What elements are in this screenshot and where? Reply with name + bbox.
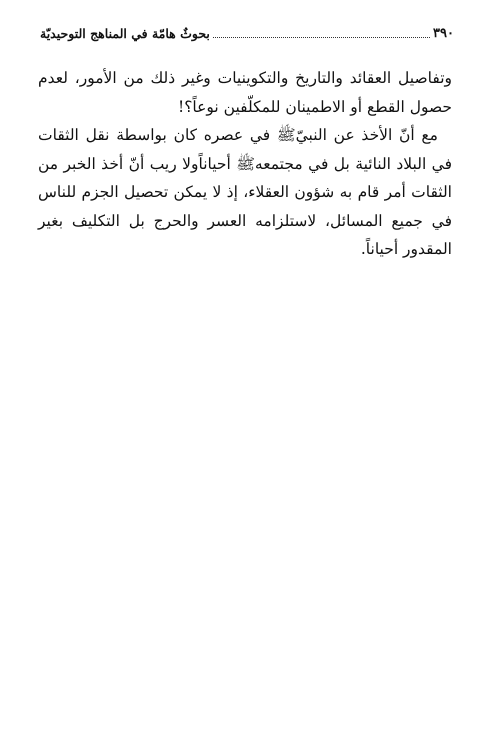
running-header [40, 22, 454, 44]
header-dot-leader [213, 37, 430, 38]
body-text [38, 64, 452, 264]
page-number: ٣٩٠ [433, 25, 454, 41]
book-title: بحوثٌ هامّة في المناهج التوحيديّة [40, 25, 210, 41]
paragraph-continuation: وتفاصيل العقائد والتاريخ والتكوينيات وغير ذلك من الأمور، لعدم حصول القطع أو الاطمينان للمكلّفين نوعاً؟! [38, 69, 452, 116]
paragraph-narration: مع أنّ الأخذ عن النبيّﷺ في عصره كان بواسطة نقل الثقات في البلاد النائية بل في مجتمعهﷺ أحياناًولا ريب أنّ أخذ الخبر من الثقات أمر قام به شؤون العقلاء، إذ لا يمكن تحصيل الجزم للناس في جميع المسائل، لاستلزامه العسر والحرج بل التكليف بغير المقدور أحياناً. [38, 126, 452, 258]
